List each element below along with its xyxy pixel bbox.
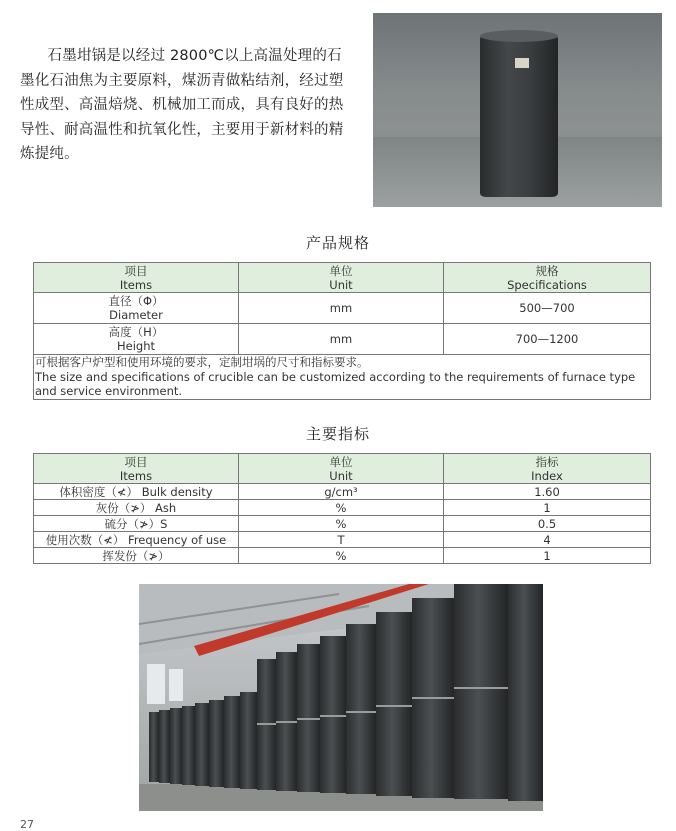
table-row [34,532,651,548]
table-row [34,500,651,516]
index-header-items: 项目 Items [34,454,239,484]
index-item-cell: 挥发份（≯） [34,548,239,564]
spec-note-row [34,355,651,400]
spec-header-items: 项目 Items [34,263,239,293]
index-item-cell: 灰份（≯） Ash [34,500,239,516]
spec-item-cell: 直径（Φ） Diameter [34,293,239,324]
table-row [34,516,651,532]
spec-header-specifications: 规格 Specifications [444,263,651,293]
table-row [34,484,651,500]
index-table [33,453,651,564]
index-value-cell: 4 [444,532,651,548]
warehouse-scene [139,584,543,811]
spec-value-cell: 500—700 [444,293,651,324]
spec-header-unit: 单位 Unit [239,263,444,293]
spec-table [33,262,651,400]
index-unit-cell: T [239,532,444,548]
warehouse-crucibles-photo [139,584,543,811]
index-value-cell: 0.5 [444,516,651,532]
intro-paragraph: 石墨坩锅是以经过 2800℃以上高温处理的石墨化石油焦为主要原料，煤沥青做粘结剂，经过塑性成型、高温焙烧、机械加工而成，具有良好的热导性、耐高温性和抗氧化性，主要用于新材料的精炼提纯。 [20,48,344,162]
spec-item-cell: 高度（H） Height [34,324,239,355]
index-section-title: 主要指标 [305,425,370,443]
index-value-cell: 1 [444,500,651,516]
index-item-cell: 使用次数（≮） Frequency of use [34,532,239,548]
index-item-cell: 硫分（≯）S [34,516,239,532]
spec-note-cell [34,355,651,400]
index-unit-cell: % [239,516,444,532]
crucible-top-face [480,30,558,42]
crucible-product-photo [373,13,662,207]
index-header-unit: 单位 Unit [239,454,444,484]
index-value-cell: 1 [444,548,651,564]
page-number: 27 [20,818,34,831]
spec-unit-cell: mm [239,293,444,324]
spec-section-title: 产品规格 [305,234,370,252]
spec-value-cell: 700—1200 [444,324,651,355]
table-row [34,293,651,324]
spec-note-cn: 可根据客户炉型和使用环境的要求，定制坩埚的尺寸和指标要求。 [35,355,369,369]
index-unit-cell: g/cm³ [239,484,444,500]
spec-header-row [34,263,651,293]
index-unit-cell: % [239,500,444,516]
crucible-sticker-label [515,58,529,68]
index-unit-cell: % [239,548,444,564]
spec-note-en: The size and specifications of crucible can be customized according to the requirements of furnace type and service environment. [35,369,636,398]
index-item-cell: 体积密度（≮） Bulk density [34,484,239,500]
index-header-index: 指标 Index [444,454,651,484]
index-value-cell: 1.60 [444,484,651,500]
table-row [34,548,651,564]
table-row [34,324,651,355]
index-header-row [34,454,651,484]
spec-unit-cell: mm [239,324,444,355]
